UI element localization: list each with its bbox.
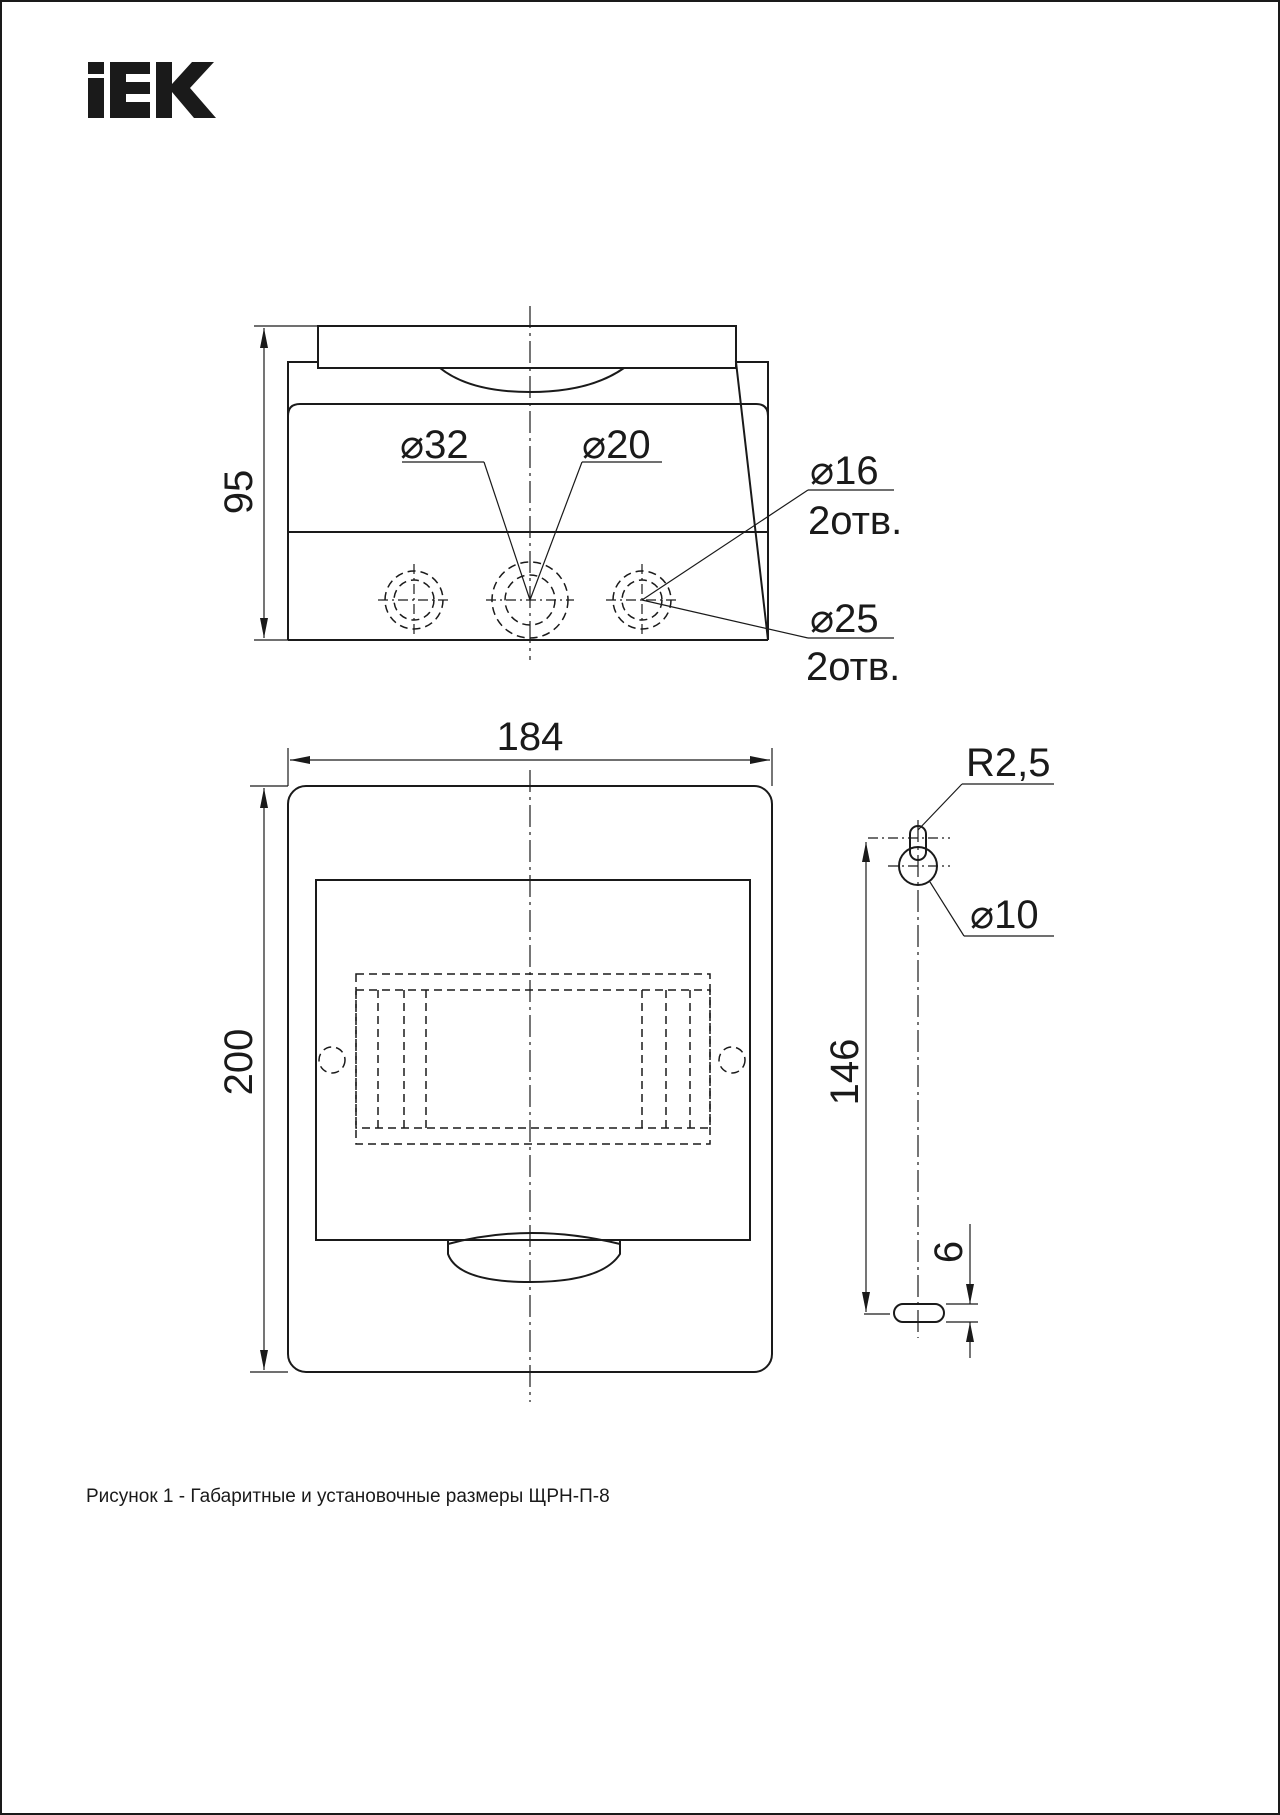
dim-mount-radius: R2,5 (966, 741, 1051, 785)
dim-hole-d25-count: 2отв. (806, 645, 901, 689)
dim-width: 184 (496, 715, 564, 759)
mounting-detail (864, 784, 1054, 1358)
dim-height: 200 (217, 1028, 261, 1096)
dim-hole-d16-count: 2отв. (808, 499, 903, 543)
dim-hole-d32: ⌀32 (400, 423, 469, 467)
iek-logo (88, 62, 216, 118)
figure-caption: Рисунок 1 - Габаритные и установочные размеры ЩРН-П-8 (86, 1486, 610, 1507)
front-view (250, 748, 772, 1402)
dim-front-height: 95 (217, 469, 261, 515)
dim-mount-spacing: 146 (823, 1038, 867, 1106)
dim-slot-width: 6 (927, 1240, 971, 1264)
knockout-holes (378, 562, 678, 638)
dim-hole-d16: ⌀16 (810, 449, 879, 493)
dim-hole-d20: ⌀20 (582, 423, 651, 467)
top-view (254, 306, 894, 660)
dim-mount-hole: ⌀10 (970, 893, 1039, 937)
dim-hole-d25: ⌀25 (810, 597, 879, 641)
